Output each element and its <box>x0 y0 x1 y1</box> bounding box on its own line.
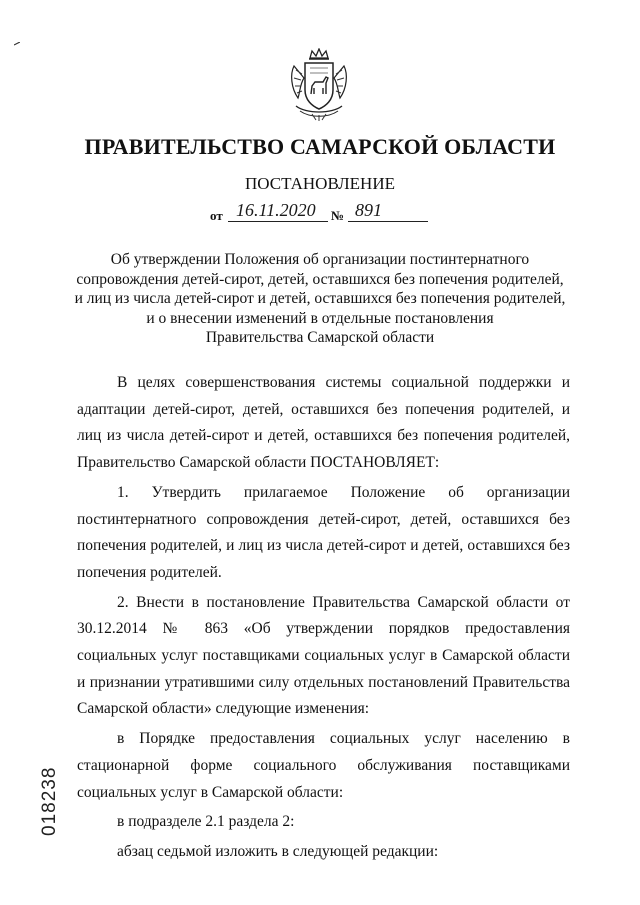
body-paragraph: В целях совершенствования системы социальной поддержки и адаптации детей-сирот, детей, оставшихся без попечения родителей, и лиц из числа детей-сирот и детей, оставшихся без попечения родителей, Правительство Самарской области ПОСТАНОВЛЯЕТ: <box>77 374 570 472</box>
body-paragraph: в Порядке предоставления социальных услуг населению в стационарной форме социального обслуживания поставщиками социальных услуг в Самарской области: <box>77 730 570 801</box>
heading-line: Правительства Самарской области <box>205 329 435 346</box>
date-underline <box>228 221 328 222</box>
body-paragraph: 2. Внести в постановление Правительства Самарской области от 30.12.2014 № 863 «Об утверждении порядков предоставления социальных услуг поставщиками социальных услуг в Самарской области и признании утратившими силу отдельных постановлений Правительства Самарской области» следующие изменения: <box>77 593 570 718</box>
heading-line: сопровождения детей-сирот, детей, оставшихся без попечения родителей, <box>76 270 564 288</box>
body-paragraph: 1. Утвердить прилагаемое Положение об организации постинтернатного сопровождения детей-сирот, детей, оставшихся без попечения родителей, и лиц из числа детей-сирот и детей, оставшихся без попечения родителей. <box>77 483 570 581</box>
pen-mark <box>14 42 20 46</box>
body-paragraph: абзац седьмой изложить в следующей редакции: <box>117 842 439 860</box>
number-value: 891 <box>355 200 382 220</box>
coat-of-arms-emblem <box>288 48 350 122</box>
document-type: ПОСТАНОВЛЕНИЕ <box>244 174 395 193</box>
body-paragraph: в подразделе 2.1 раздела 2: <box>117 813 295 831</box>
number-underline <box>348 221 428 222</box>
date-number-line <box>210 200 430 224</box>
government-title: ПРАВИТЕЛЬСТВО САМАРСКОЙ ОБЛАСТИ <box>84 134 556 159</box>
date-value: 16.11.2020 <box>236 200 316 220</box>
heading-line: и лиц из числа детей-сирот и детей, оставшихся без попечения родителей, <box>74 290 566 307</box>
heading-line: Об утверждении Положения об организации постинтернатного <box>110 251 530 268</box>
date-prefix: от <box>210 208 223 223</box>
heading-line: и о внесении изменений в отдельные постановления <box>146 309 494 327</box>
document-body <box>77 370 570 866</box>
serial-number: 018238 <box>39 766 60 836</box>
number-prefix: № <box>331 208 345 223</box>
document-heading <box>60 250 580 348</box>
